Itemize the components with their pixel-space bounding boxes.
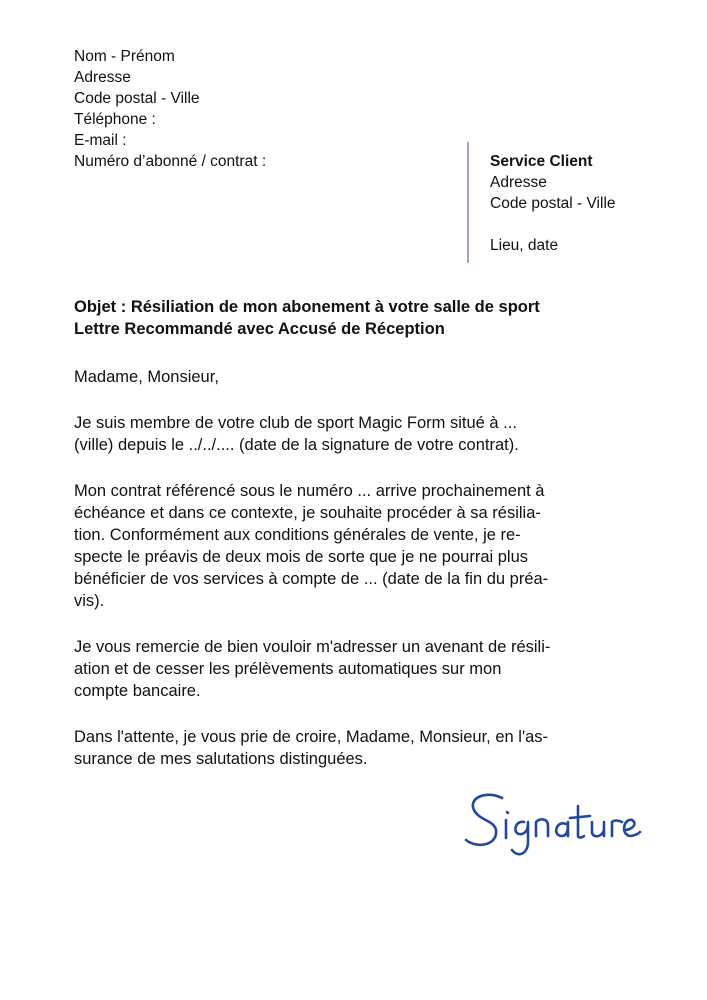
paragraph-line: Je suis membre de votre club de sport Magic Form situé à ... <box>74 414 517 432</box>
handwritten-signature <box>462 788 642 868</box>
paragraph-3 <box>74 636 649 702</box>
sender-address: Adresse <box>74 69 131 86</box>
greeting: Madame, Monsieur, <box>74 368 219 386</box>
recipient-block <box>490 151 616 256</box>
paragraph-line: surance de mes salutations distinguées. <box>74 750 368 768</box>
sender-city: Code postal - Ville <box>74 90 200 107</box>
recipient-city: Code postal - Ville <box>490 195 616 212</box>
letter-body <box>74 366 649 794</box>
paragraph-1 <box>74 412 649 456</box>
vertical-divider <box>467 142 469 263</box>
sender-contract-number: Numéro d’abonné / contrat : <box>74 153 267 170</box>
sender-name: Nom - Prénom <box>74 48 175 65</box>
paragraph-line: bénéficier de vos services à compte de ... (date de la fin du préa- <box>74 570 549 588</box>
paragraph-line: (ville) depuis le ../../.... (date de la signature de votre contrat). <box>74 436 519 454</box>
paragraph-line: échéance et dans ce contexte, je souhaite procéder à sa résilia- <box>74 504 541 522</box>
place-date: Lieu, date <box>490 237 559 254</box>
paragraph-line: ation et de cesser les prélèvements automatiques sur mon <box>74 660 502 678</box>
paragraph-4 <box>74 726 649 770</box>
paragraph-line: compte bancaire. <box>74 682 201 700</box>
paragraph-line: Je vous remercie de bien vouloir m'adresser un avenant de résili- <box>74 638 551 656</box>
subject-object: Objet : Résiliation de mon abonement à votre salle de sport <box>74 298 540 316</box>
paragraph-line: Dans l'attente, je vous prie de croire, Madame, Monsieur, en l'as- <box>74 728 549 746</box>
paragraph-line: Mon contrat référencé sous le numéro ... arrive prochainement à <box>74 482 545 500</box>
paragraph-2 <box>74 480 649 612</box>
signature-label: Signature <box>462 788 467 789</box>
paragraph-line: tion. Conformément aux conditions générales de vente, je re- <box>74 526 521 544</box>
subject-mode: Lettre Recommandé avec Accusé de Réception <box>74 320 445 338</box>
paragraph-line: vis). <box>74 592 105 610</box>
subject-block <box>74 296 540 340</box>
recipient-name: Service Client <box>490 153 593 170</box>
sender-block <box>74 46 266 172</box>
recipient-address: Adresse <box>490 174 547 191</box>
signature-strokes <box>466 795 640 854</box>
sender-email: E-mail : <box>74 132 127 149</box>
paragraph-line: specte le préavis de deux mois de sorte que je ne pourrai plus <box>74 548 529 566</box>
sender-phone: Téléphone : <box>74 111 156 128</box>
